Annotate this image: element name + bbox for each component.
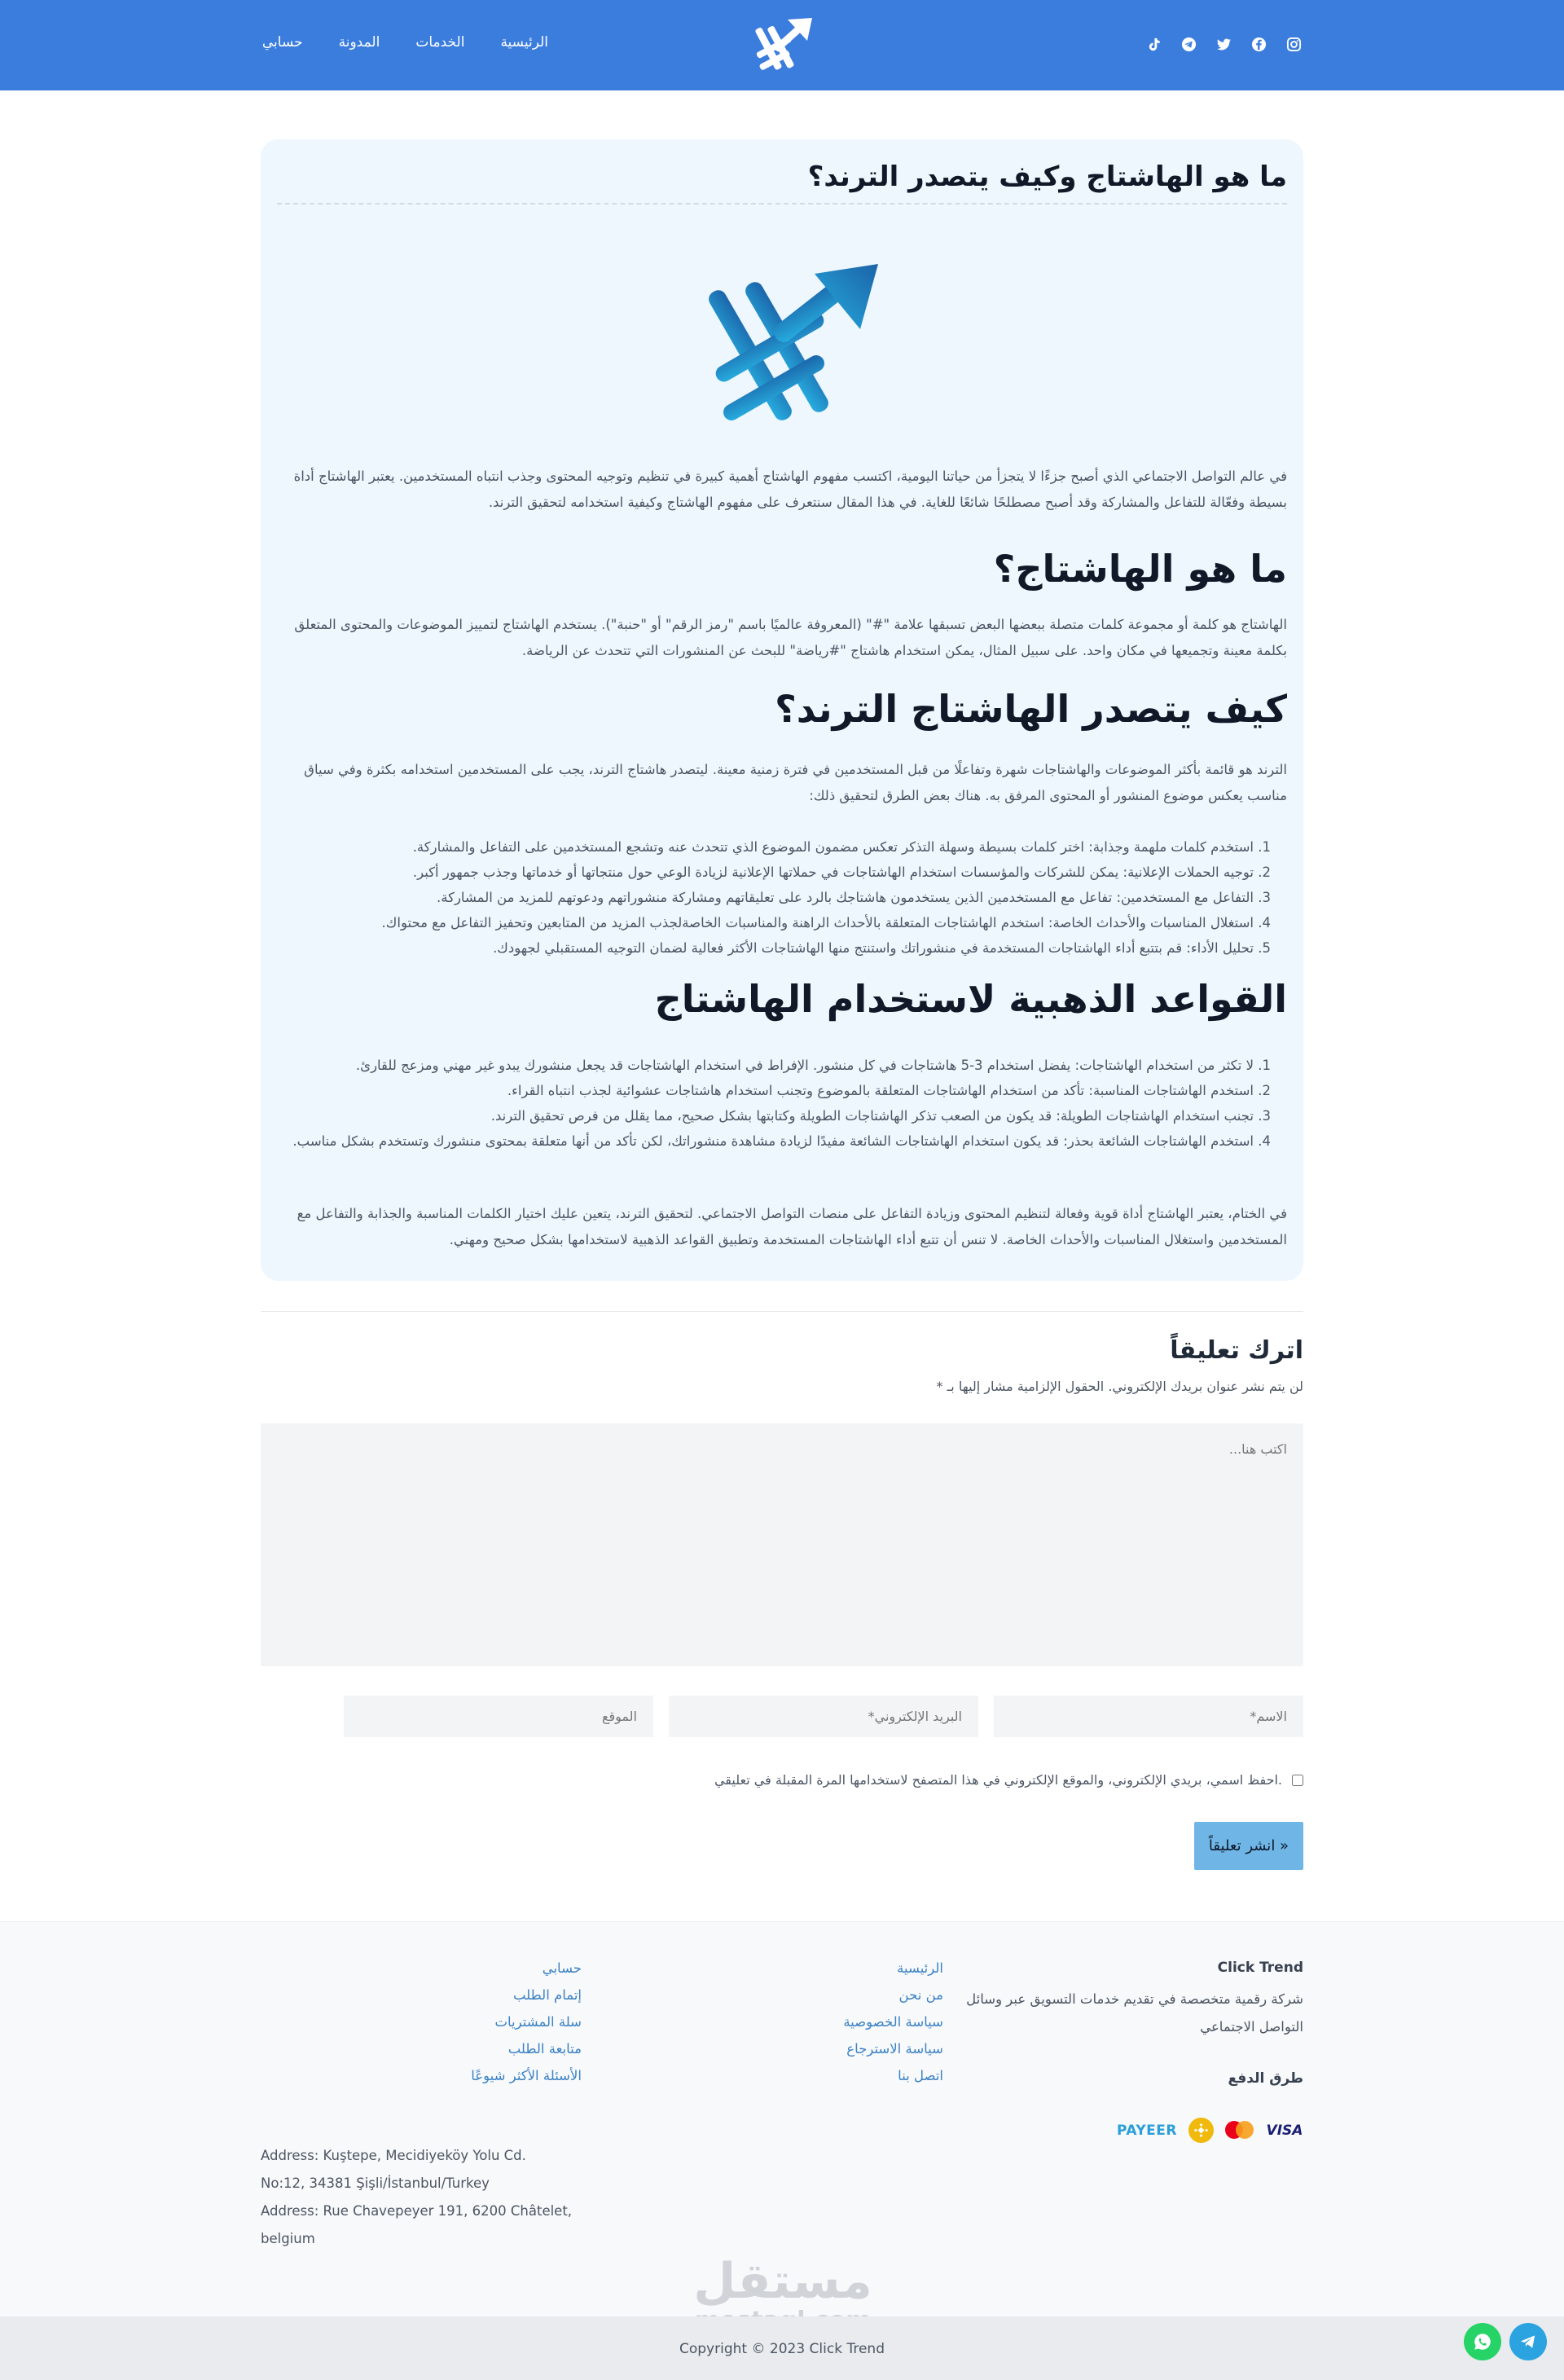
list-item: 2. استخدم الهاشتاجات المناسبة: تأكد من استخدام الهاشتاجات المتعلقة بالموضوع وتجنب استخدام هاشتاجات عشوائية لجذب انتباه القراء. — [507, 1083, 1271, 1098]
hashtag-arrow-illustration — [701, 249, 880, 430]
telegram-button[interactable] — [1509, 2323, 1547, 2360]
list-item: 5. تحليل الأداء: قم بتتبع أداء الهاشتاجات المستخدمة في منشوراتك واستنتج منها الهاشتاجات الأكثر فعالية لضمان التوجيه المستقبلي لجهودك. — [493, 940, 1271, 956]
footer-link-contact[interactable]: اتصل بنا — [898, 2068, 943, 2083]
footer-link-account[interactable]: حسابي — [542, 1960, 582, 1976]
payment-methods-title: طرق الدفع — [1228, 2070, 1303, 2087]
site-logo[interactable] — [750, 15, 814, 77]
whatsapp-button[interactable] — [1464, 2323, 1501, 2360]
name-field[interactable] — [994, 1696, 1303, 1737]
address-line: belgium — [261, 2231, 315, 2246]
tiktok-icon[interactable] — [1145, 36, 1162, 53]
section-heading-what: ما هو الهاشتاج؟ — [993, 547, 1287, 591]
post-comment-button[interactable]: انشر تعليقاً » — [1194, 1822, 1303, 1870]
article-conclusion: في الختام، يعتبر الهاشتاج أداة قوية وفعالة لتنظيم المحتوى وزيادة التفاعل على منصات التواصل الاجتماعي. لتحقيق الترند، يتعين عليك اختيار الكلمات المناسبة والجذابة والتفاعل مع المستخدمين واستغلال المناسبات والأحداث الخاصة. لا تنس أن تتبع أداء الهاشتاجات المستخدمة وتطبيق القواعد الذهبية لاستخدامها بشكل صحيح ومهني. — [297, 1206, 1287, 1247]
footer-links-main — [843, 1955, 943, 2089]
address-line: Address: Rue Chavepeyer 191, 6200 Châtelet, — [261, 2203, 573, 2219]
how-list — [277, 834, 1271, 961]
list-item: 4. استغلال المناسبات والأحداث الخاصة: استخدم الهاشتاجات المتعلقة بالأحداث الراهنة والمناسبات الخاصةلجذب المزيد من المتابعين وتحفيز التفاعل مع محتواك. — [381, 915, 1271, 930]
footer-link-cart[interactable]: سلة المشتريات — [494, 2014, 582, 2030]
email-field[interactable] — [669, 1696, 978, 1737]
footer-link-refund[interactable]: سياسة الاسترجاع — [846, 2041, 943, 2057]
list-item: 1. استخدم كلمات ملهمة وجذابة: اختر كلمات بسيطة وسهلة التذكر تعكس مضمون الموضوع الذي تتحدث عنه وتشجع المستخدمين على التفاعل والمشاركة. — [412, 839, 1271, 855]
footer-link-privacy[interactable]: سياسة الخصوصية — [843, 2014, 943, 2030]
nav-account[interactable]: حسابي — [261, 34, 303, 51]
list-item: 2. توجيه الحملات الإعلانية: يمكن للشركات والمؤسسات استخدام الهاشتاجات في حملاتها الإعلانية لزيادة الوعي حول منتجاتها أو خدماتها وجذب جمهور أكبر. — [412, 864, 1271, 880]
section-divider — [261, 1311, 1303, 1312]
rules-list — [277, 1053, 1271, 1154]
nav-home[interactable]: الرئيسية — [500, 34, 548, 51]
comment-form-title: اترك تعليقاً — [1170, 1336, 1303, 1365]
social-links — [1145, 36, 1303, 53]
address-line: Address: Kuştepe, Mecidiyeköy Yolu Cd. — [261, 2148, 526, 2163]
article-card — [261, 139, 1303, 1281]
site-header — [0, 0, 1564, 90]
list-item: 4. استخدم الهاشتاجات الشائعة بحذر: قد يكون استخدام الهاشتاجات الشائعة مفيدًا لزيادة مشاهدة منشوراتك، لكن تأكد من أنها متعلقة بمحتوى منشورك وتستخدم بشكل مناسب. — [292, 1133, 1271, 1149]
twitter-icon[interactable] — [1215, 36, 1232, 53]
article-title: ما هو الهاشتاج وكيف يتصدر الترند؟ — [807, 161, 1287, 193]
footer-link-about[interactable]: من نحن — [898, 1987, 943, 2003]
address-line: No:12, 34381 Şişli/İstanbul/Turkey — [261, 2175, 490, 2191]
website-field[interactable] — [344, 1696, 653, 1737]
footer-links-account — [471, 1955, 582, 2089]
footer-brand: Click Trend — [1217, 1960, 1303, 1976]
instagram-icon[interactable] — [1285, 36, 1303, 53]
paragraph-how: الترند هو قائمة بأكثر الموضوعات والهاشتاجات شهرة وتفاعلًا من قبل المستخدمين في فترة زمنية معينة. ليتصدر هاشتاج الترند، يجب على المستخدمين استخدامه بكثرة وفي سياق مناسب يعكس موضوع المنشور أو المحتوى المرفق به. هناك بعض الطرق لتحقيق ذلك: — [304, 762, 1287, 803]
binance-icon — [1188, 2118, 1214, 2143]
site-footer — [0, 1921, 1564, 2380]
section-heading-rules: القواعد الذهبية لاستخدام الهاشتاج — [654, 977, 1287, 1021]
footer-link-checkout[interactable]: إتمام الطلب — [512, 1987, 582, 2003]
paragraph-what: الهاشتاج هو كلمة أو مجموعة كلمات متصلة ببعضها البعض تسبقها علامة "#" (المعروفة عالميًا باسم "رمز الرقم" أو "حنبة"). يستخدم الهاشتاج لتمييز الموضوعات والمحتوى المتعلق بكلمة معينة وتجميعها في مكان واحد. على سبيل المثال، يمكن استخدام هاشتاج "#رياضة" للبحث عن المنشورات التي تتحدث عن الرياضة. — [294, 617, 1287, 658]
footer-address — [261, 2142, 603, 2253]
comment-form-note: لن يتم نشر عنوان بريدك الإلكتروني. الحقول الإلزامية مشار إليها بـ * — [936, 1379, 1303, 1394]
footer-link-track-order[interactable]: متابعة الطلب — [507, 2041, 582, 2057]
nav-blog[interactable]: المدونة — [338, 34, 380, 51]
comment-textarea[interactable] — [261, 1423, 1303, 1666]
mostaql-watermark: مستقل — [693, 2253, 872, 2310]
save-info-consent — [714, 1772, 1303, 1788]
save-info-checkbox[interactable] — [1292, 1775, 1303, 1786]
visa-logo: VISA — [1266, 2122, 1303, 2139]
main-nav — [262, 34, 548, 51]
facebook-icon[interactable] — [1250, 36, 1267, 53]
copyright-text: Copyright © 2023 Click Trend — [679, 2341, 885, 2357]
section-heading-how: كيف يتصدر الهاشتاج الترند؟ — [775, 687, 1287, 731]
save-info-label: احفظ اسمي، بريدي الإلكتروني، والموقع الإلكتروني في هذا المتصفح لاستخدامها المرة المقبلة في تعليقي. — [714, 1772, 1282, 1788]
article-intro: في عالم التواصل الاجتماعي الذي أصبح جزءًا لا يتجزأ من حياتنا اليومية، اكتسب مفهوم الهاشتاج أهمية كبيرة في تنظيم وتوجيه المحتوى وجذب انتباه المستخدمين. يعتبر الهاشتاج أداة بسيطة وفعّالة للتفاعل والمشاركة وقد أصبح مصطلحًا شائعًا للغاية. في هذا المقال سنتعرف على مفهوم الهاشتاج وكيفية استخدامه لتحقيق الترند. — [293, 469, 1287, 510]
telegram-icon — [1518, 2331, 1539, 2352]
list-item: 3. التفاعل مع المستخدمين: تفاعل مع المستخدمين الذين يستخدمون هاشتاجك بالرد على تعليقاتهم ومشاركة منشوراتهم ودعوتهم للمزيد من المشاركة. — [437, 890, 1271, 905]
list-item: 3. تجنب استخدام الهاشتاجات الطويلة: قد يكون من الصعب تذكر الهاشتاجات الطويلة وكتابتها بشكل صحيح، مما يقلل من فرص تحقيق الترند. — [490, 1108, 1271, 1124]
footer-link-home[interactable]: الرئيسية — [897, 1960, 943, 1976]
payment-logos — [1117, 2118, 1303, 2143]
copyright-bar — [0, 2316, 1564, 2380]
list-item: 1. لا تكثر من استخدام الهاشتاجات: يفضل استخدام 3-5 هاشتاجات في كل منشور. الإفراط في استخدام الهاشتاجات قد يجعل منشورك يبدو غير مهني ومزعج للقارئ. — [355, 1058, 1271, 1073]
nav-services[interactable]: الخدمات — [415, 34, 465, 51]
footer-description: شركة رقمية متخصصة في تقديم خدمات التسويق عبر وسائل التواصل الاجتماعي — [966, 1991, 1303, 2035]
title-divider — [277, 203, 1287, 205]
mastercard-logo — [1225, 2121, 1254, 2140]
payeer-logo: PAYEER — [1116, 2122, 1177, 2139]
telegram-icon[interactable] — [1180, 36, 1197, 53]
whatsapp-icon — [1472, 2331, 1493, 2352]
footer-link-faq[interactable]: الأسئلة الأكثر شيوعًا — [471, 2068, 582, 2083]
